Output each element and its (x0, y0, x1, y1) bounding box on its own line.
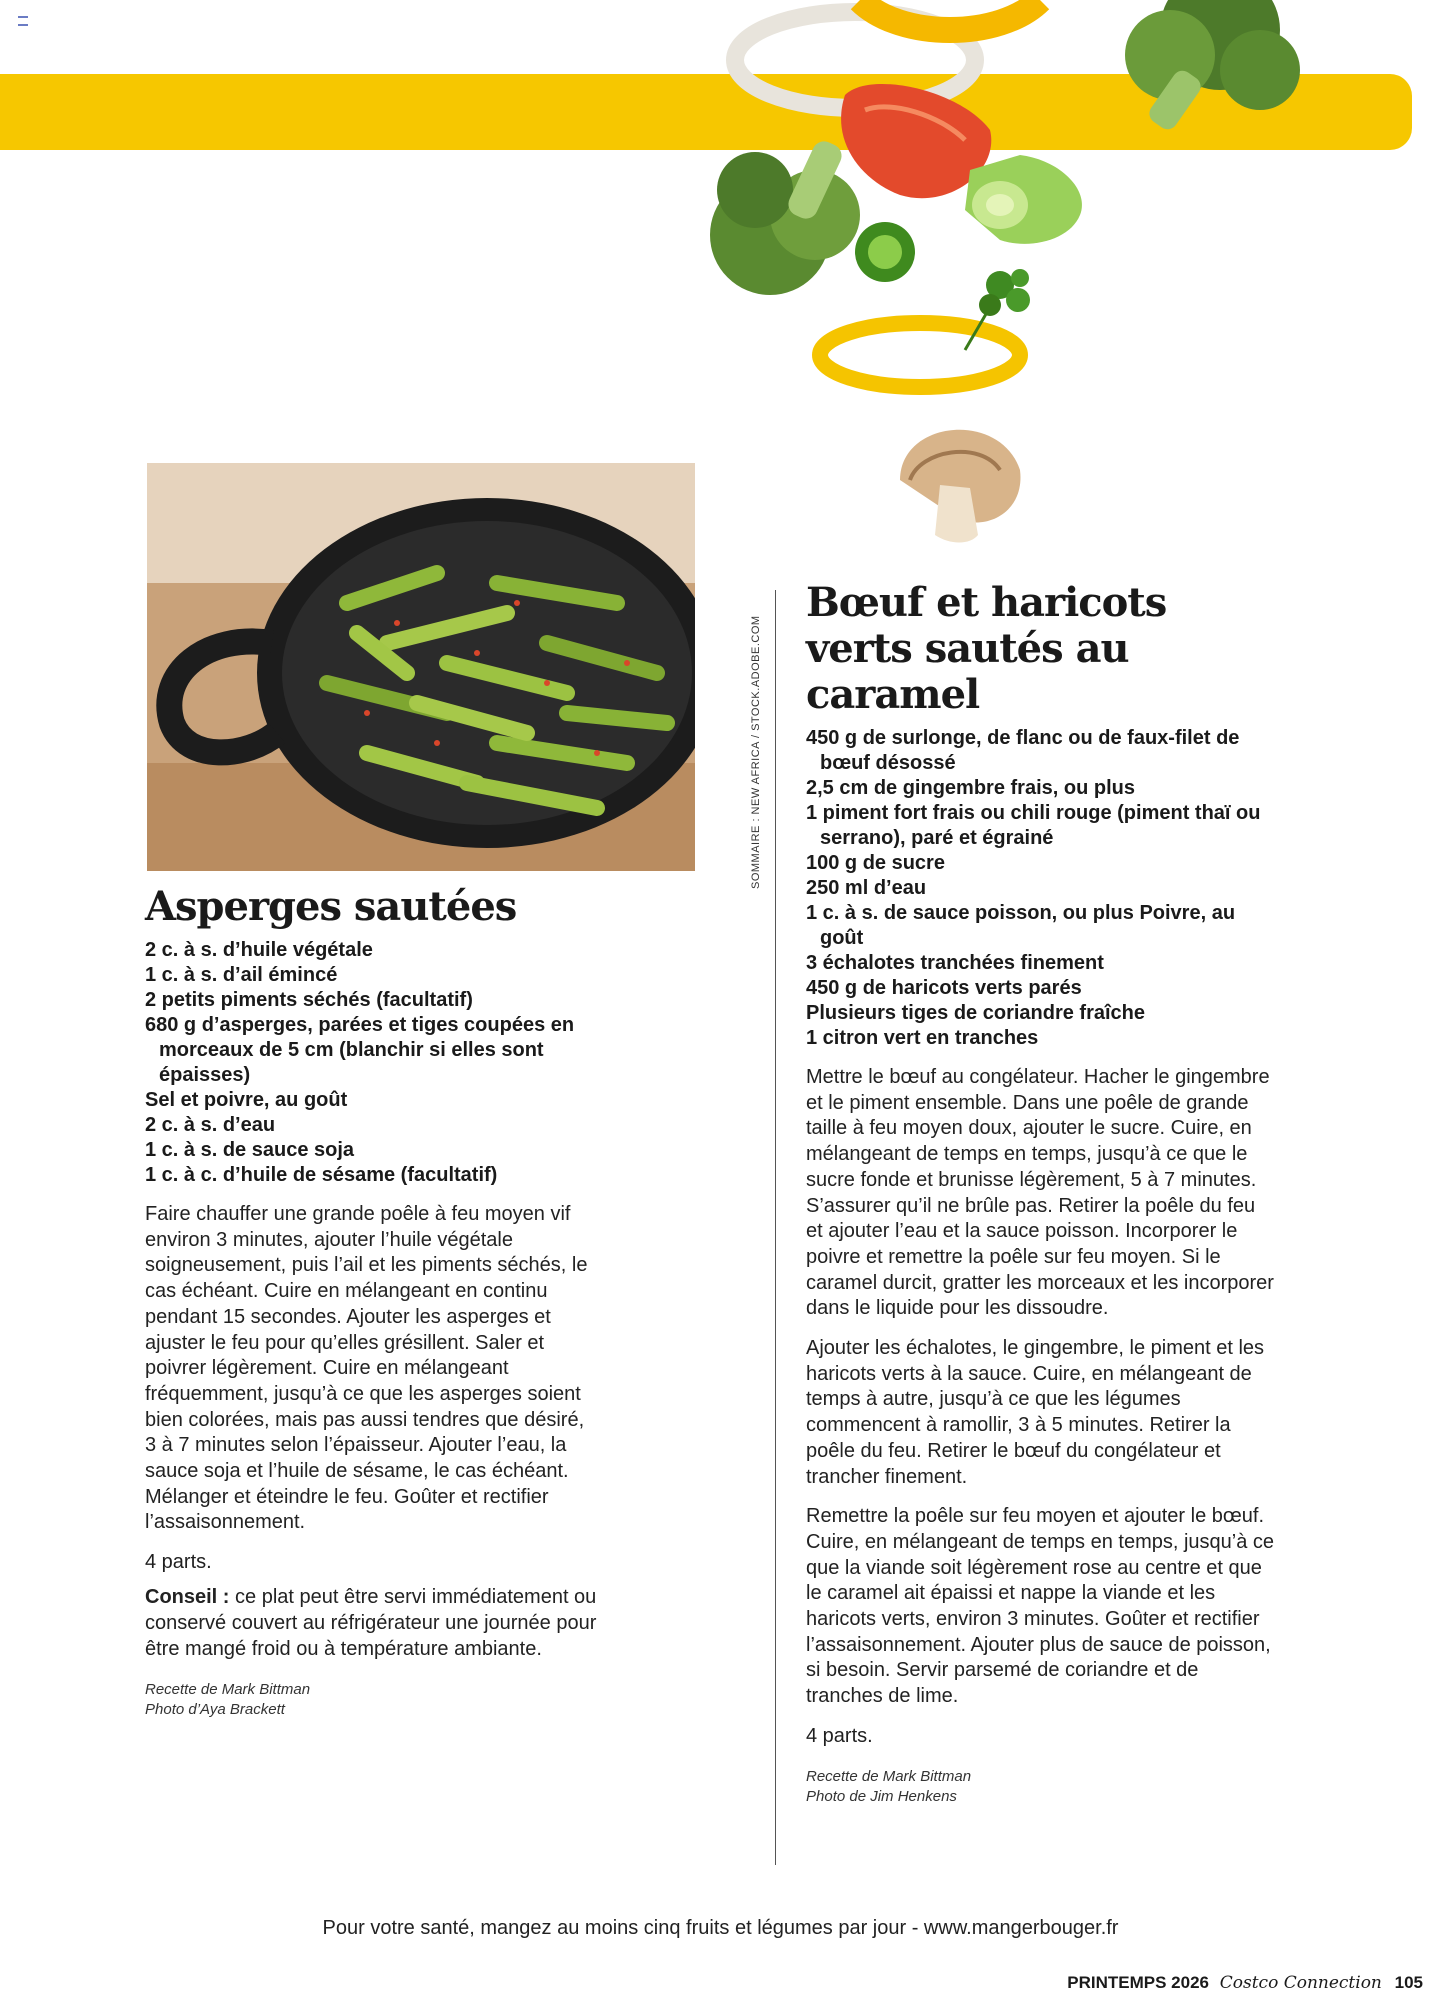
ingredient-item: 2 petits piments séchés (facultatif) (145, 989, 473, 1011)
ingredient-item: 2,5 cm de gingembre frais, ou plus (806, 777, 1135, 799)
recipe-serves: 4 parts. (145, 1551, 212, 1574)
ingredient-item: 1 c. à s. de sauce soja (145, 1139, 355, 1161)
ingredient-item: 450 g de haricots verts parés (806, 977, 1082, 999)
tip-label: Conseil : (145, 1586, 230, 1609)
ingredient-item: 1 c. à s. de sauce poisson, ou plus Poivre, au goût (806, 902, 1236, 949)
page-number: 105 (1394, 1973, 1423, 1992)
recipe-tip (145, 1585, 600, 1662)
ingredient-item: Sel et poivre, au goût (145, 1089, 348, 1111)
ingredient-item: 1 piment fort frais ou chili rouge (piment thaï ou serrano), paré et égrainé (806, 802, 1261, 849)
ingredient-item: 1 c. à c. d’huile de sésame (facultatif) (145, 1164, 498, 1186)
health-message: Pour votre santé, mangez au moins cinq fruits et légumes par jour - www.mangerbouger.fr (322, 1917, 1119, 1939)
mushroom-icon (900, 430, 1020, 543)
issue-season: PRINTEMPS 2026 (1067, 1973, 1210, 1992)
magazine-name: Costco Connection (1219, 1973, 1382, 1993)
credit-photo: Photo d’Aya Brackett (145, 1701, 285, 1719)
ingredient-item: 3 échalotes tranchées finement (806, 952, 1104, 974)
ingredient-item: 100 g de sucre (806, 852, 945, 874)
recipe-beef-caramel (806, 580, 1276, 1807)
ingredient-list (806, 726, 1276, 1051)
column-divider (775, 590, 776, 1865)
corner-menu-icon (18, 16, 28, 26)
credit-photo: Photo de Jim Henkens (806, 1787, 957, 1805)
recipe-serves: 4 parts. (806, 1724, 873, 1747)
ingredient-list (145, 938, 600, 1188)
ingredient-item: 2 c. à s. d’huile végétale (145, 939, 373, 961)
recipe-paragraph: Mettre le bœuf au congélateur. Hacher le gingembre et le piment ensemble. Dans une poêle de grande taille à feu moyen doux, ajouter le sucre. Cuire, en mélangeant de temps en temps, jusqu’à ce que le sucre fonde et brunisse légèrement, 5 à 7 minutes. S’assurer qu’il ne brûle pas. Retirer la poêle du feu et ajouter l’eau et la sauce poisson. Incorporer le poivre et remettre la poêle sur feu moyen. Si le caramel durcit, gratter les morceaux et les incorporer dans le liquide pour les dissoudre. (806, 1066, 1274, 1320)
recipe-asparagus (145, 884, 600, 1720)
ingredient-item: 680 g d’asperges, parées et tiges coupées en morceaux de 5 cm (blanchir si elles sont épaisses) (145, 1014, 575, 1086)
credit-recipe: Recette de Mark Bittman (145, 1681, 311, 1699)
ingredient-item: 2 c. à s. d’eau (145, 1114, 276, 1136)
page-footer (1067, 1973, 1423, 1993)
recipe-credits (145, 1680, 600, 1720)
ingredient-item: 1 c. à s. d’ail émincé (145, 964, 338, 986)
recipe-title: Asperges sautées (145, 883, 517, 930)
photo-credit-vertical: SOMMAIRE : NEW AFRICA / STOCK.ADOBE.COM (750, 615, 762, 889)
recipe-credits (806, 1767, 1276, 1807)
flying-vegetables-icon (700, 0, 1400, 560)
ingredient-item: 450 g de surlonge, de flanc ou de faux-filet de bœuf désossé (806, 727, 1240, 774)
recipe-instructions: Faire chauffer une grande poêle à feu moyen vif environ 3 minutes, ajouter l’huile végétale soigneusement, puis l’ail et les piments séchés, le cas échéant. Cuire en mélangeant en continu pendant 15 secondes. Ajouter les asperges et ajuster le feu pour qu’elles grésillent. Saler et poivrer légèrement. Cuire en mélangeant fréquemment, jusqu’à ce que les asperges soient bien colorées, mais pas aussi tendres que désiré, 3 à 7 minutes selon l’épaisseur. Ajouter l’eau, la sauce soja et l’huile de sésame, le cas échéant. Mélanger et éteindre le feu. Goûter et rectifier l’assaisonnement. (145, 1203, 588, 1534)
ingredient-item: 1 citron vert en tranches (806, 1027, 1039, 1049)
recipe-title: Bœuf et haricots verts sautés au caramel (806, 579, 1167, 718)
recipe-paragraph: Remettre la poêle sur feu moyen et ajouter le bœuf. Cuire, en mélangeant de temps en temps, jusqu’à ce que la viande soit légèrement rose au centre et que le caramel ait épaissi et nappe la viande et les haricots verts, environ 3 minutes. Goûter et rectifier l’assaisonnement. Ajouter plus de sauce de poisson, si besoin. Servir parsemé de coriandre et de tranches de lime. (806, 1505, 1275, 1708)
recipe-paragraph: Ajouter les échalotes, le gingembre, le piment et les haricots verts à la sauce. Cuire, en mélangeant de temps à autre, jusqu’à ce que les légumes commencent à ramollir, 3 à 5 minutes. Retirer la poêle du feu. Retirer le bœuf du congélateur et trancher finement. (806, 1337, 1265, 1488)
ingredient-item: Plusieurs tiges de coriandre fraîche (806, 1002, 1146, 1024)
ingredient-item: 250 ml d’eau (806, 877, 927, 899)
credit-recipe: Recette de Mark Bittman (806, 1767, 972, 1785)
asparagus-skillet-photo (147, 463, 695, 871)
tip-text: ce plat peut être servi immédiatement ou conservé couvert au réfrigérateur une journée pour être mangé froid ou à température ambiante. (145, 1586, 597, 1660)
